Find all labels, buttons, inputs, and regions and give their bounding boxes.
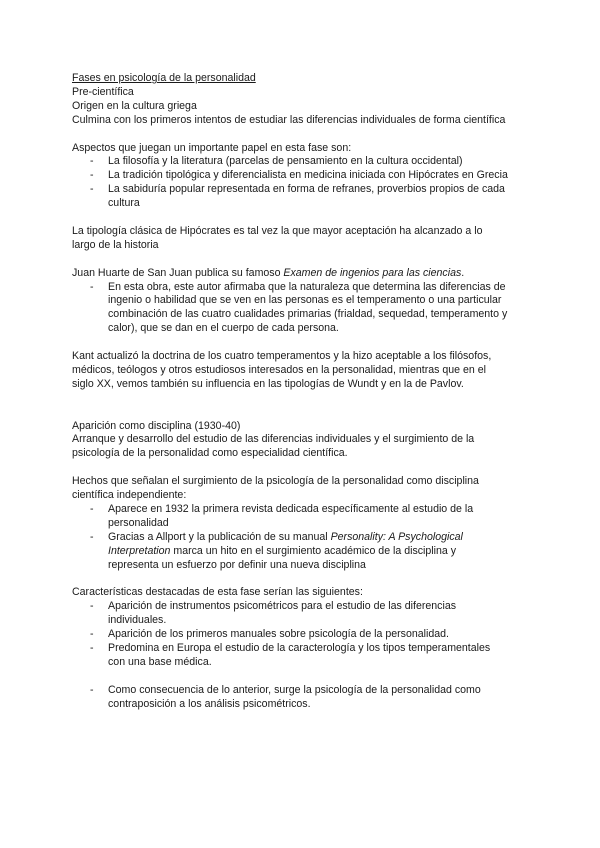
origin-text: Origen en la cultura griega [72,99,197,112]
culmination-text: Culmina con los primeros intentos de estudiar las diferencias individuales de forma científica [72,113,506,126]
bullet-dash: - [90,169,94,182]
list-item [72,155,560,169]
hippocrates-text: La tipología clásica de Hipócrates es tal vez la que mayor aceptación ha alcanzado a lo [72,224,483,237]
list-item-text: Aparece en 1932 la primera revista dedicada específicamente al estudio de la [108,503,474,515]
facts-intro: Hechos que señalan el surgimiento de la psicología de la personalidad como disciplina [72,475,479,488]
bullet-dash: - [90,642,94,655]
kant-text: siglo XX, vemos también su influencia en las tipologías de Wundt y en la de Pavlov. [72,377,464,390]
list-item [72,531,560,573]
allport-book-title-cont: Interpretation [108,544,171,557]
bullet-dash: - [90,280,94,293]
list-item [72,281,560,337]
features-list [72,600,560,670]
kant-text: médicos, teólogos y otros estudiosos interesados en la personalidad, mientras que en el [72,363,486,376]
list-item-text: personalidad [108,516,169,529]
aspects-list [72,155,560,211]
list-item-text [108,531,560,545]
allport-book-title: Personality: A Psychological [330,530,463,543]
facts-list [72,503,560,573]
bullet-dash: - [90,628,94,641]
section-title-phases: Fases en psicología de la personalidad [72,72,256,84]
list-item-text: La sabiduría popular representada en forma de refranes, proverbios propios de cada [108,183,505,196]
bullet-dash: - [90,503,94,515]
bullet-dash: - [90,683,94,696]
bullet-dash: - [90,530,94,543]
list-item-text: individuales. [108,614,167,627]
phase-subtitle: Pre-científica [72,85,134,98]
hippocrates-text: largo de la historia [72,238,159,251]
list-item [72,684,560,712]
list-item [72,642,560,670]
bullet-dash: - [90,183,94,196]
list-item-text: Aparición de instrumentos psicométricos para el estudio de las diferencias [108,600,457,613]
list-item-text: Aparición de los primeros manuales sobre psicología de la personalidad. [108,628,449,641]
list-item [72,503,560,531]
facts-intro: científica independiente: [72,489,187,502]
fact2-rest: marca un hito en el surgimiento académico de la disciplina y [170,544,457,557]
bullet-dash: - [90,600,94,613]
features-intro: Características destacadas de esta fase serían las siguientes: [72,586,363,599]
aspects-intro: Aspectos que juegan un importante papel en esta fase son: [72,141,352,154]
huarte-prefix: Juan Huarte de San Juan publica su famoso [72,266,284,279]
list-item-text: cultura [108,197,140,210]
list-item [72,628,560,642]
list-item-text: combinación de las cuatro cualidades primarias (frialdad, sequedad, temperamento y [108,308,508,321]
list-item-text: con una base médica. [108,655,212,668]
huarte-text [72,267,560,281]
list-item-text: La tradición tipológica y diferencialista en medicina iniciada con Hipócrates en Grecia [108,169,508,182]
kant-text: Kant actualizó la doctrina de los cuatro temperamentos y la hizo aceptable a los filósofos, [72,350,492,363]
list-item-text: calor), que se dan en el cuerpo de cada persona. [108,322,339,335]
discipline-intro: psicología de la personalidad como especialidad científica. [72,447,348,460]
list-item-text: Predomina en Europa el estudio de la caracterología y los tipos temperamentales [108,642,491,655]
list-item-text: ingenio o habilidad que se ven en las personas es el temperamento o una particular [108,294,502,307]
list-item [72,169,560,183]
list-item-text [108,545,560,559]
huarte-book-title: Examen de ingenios para las ciencias [283,266,462,279]
huarte-suffix: . [461,266,465,279]
discipline-intro: Arranque y desarrollo del estudio de las diferencias individuales y el surgimiento de la [72,433,475,446]
section-title-discipline: Aparición como disciplina (1930-40) [72,419,241,432]
list-item-text: representa un esfuerzo por definir una nueva disciplina [108,558,366,571]
list-item-text: contraposición a los análisis psicométricos. [108,697,311,710]
list-item [72,600,560,628]
list-item [72,183,560,211]
bullet-dash: - [90,155,94,168]
list-item-text: En esta obra, este autor afirmaba que la naturaleza que determina las diferencias de [108,280,506,293]
list-item-text: Como consecuencia de lo anterior, surge la psicología de la personalidad como [108,683,481,696]
consequence-list [72,684,560,712]
fact2-prefix: Gracias a Allport y la publicación de su manual [108,530,331,543]
list-item-text: La filosofía y la literatura (parcelas de pensamiento en la cultura occidental) [108,155,463,168]
huarte-list [72,281,560,337]
